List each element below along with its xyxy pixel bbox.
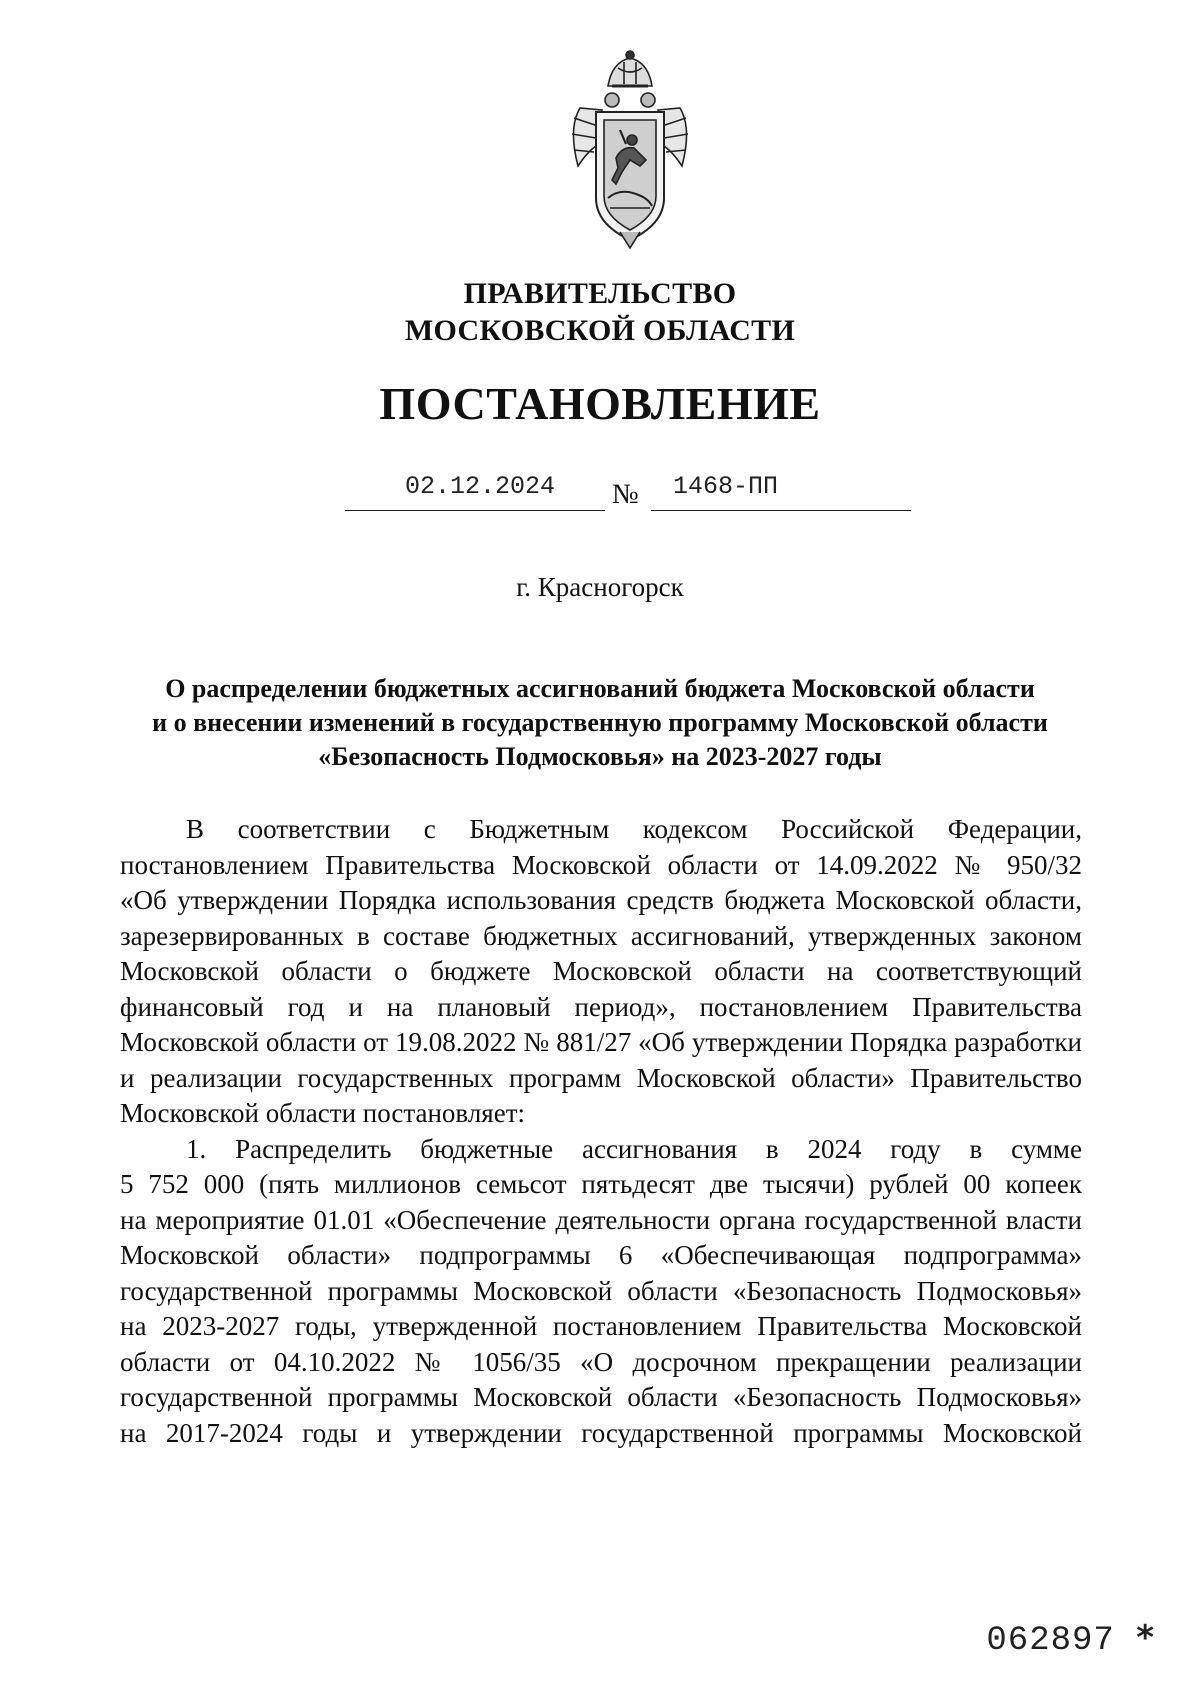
body-line: постановлением Правительства Московской области от 14.09.2022 № 950/32 (120, 849, 1082, 880)
number-sign: № (612, 479, 639, 510)
body-line: Московской области о бюджете Московской области на соответствующий (120, 956, 1082, 986)
title-line: «Безопасность Подмосковья» на 2023-2027 годы (318, 742, 882, 771)
number-value: 1468-ПП (673, 472, 779, 501)
government-name-line1: ПРАВИТЕЛЬСТВО (463, 277, 737, 310)
title-line: О распределении бюджетных ассигнований бюджета Московской области (165, 674, 1035, 703)
body-line: государственной программы Московской области «Безопасность Подмосковья» (120, 1275, 1082, 1306)
body-line: Московской области» подпрограммы 6 «Обеспечивающая подпрограмма» (120, 1240, 1082, 1270)
serial-star-mark: * (1136, 1618, 1155, 1658)
body-line: Московской области от 19.08.2022 № 881/27 «Об утверждении Порядка разработки (120, 1027, 1082, 1057)
body-line: зарезервированных в составе бюджетных ассигнований, утвержденных законом (120, 920, 1082, 951)
city-line: г. Красногорск (516, 572, 684, 602)
body-line: финансовый год и на плановый период», постановлением Правительства (120, 991, 1082, 1022)
body-line: «Об утверждении Порядка использования средств бюджета Московской области, (120, 885, 1082, 915)
body-line: и реализации государственных программ Московской области» Правительство (120, 1062, 1082, 1093)
date-value: 02.12.2024 (405, 472, 556, 501)
body-line: В соответствии с Бюджетным кодексом Российской Федерации, (186, 814, 1082, 844)
serial-number-value: 062897 (986, 1622, 1115, 1660)
body-line: Московской области постановляет: (120, 1098, 525, 1128)
body-line: 5 752 000 (пять миллионов семьсот пятьдесят две тысячи) рублей 00 копеек (120, 1169, 1082, 1199)
title-line: и о внесении изменений в государственную программу Московской области (152, 708, 1048, 737)
form-serial-number (986, 1618, 1155, 1661)
government-name-line2: МОСКОВСКОЙ ОБЛАСТИ (404, 314, 796, 347)
body-line: 1. Распределить бюджетные ассигнования в 2024 году в сумме (186, 1133, 1082, 1164)
document-title (110, 672, 1090, 774)
body-line: на мероприятие 01.01 «Обеспечение деятельности органа государственной власти (120, 1204, 1082, 1235)
coat-of-arms-emblem (560, 48, 700, 253)
body-line: области от 04.10.2022 № 1056/35 «О досрочном прекращении реализации (120, 1346, 1082, 1377)
document-type-heading: ПОСТАНОВЛЕНИЕ (379, 378, 821, 429)
body-line: государственной программы Московской области «Безопасность Подмосковья» (120, 1382, 1082, 1412)
date-field (345, 470, 605, 511)
number-field (651, 470, 911, 511)
body-line: на 2023-2027 годы, утвержденной постановлением Правительства Московской (120, 1311, 1082, 1341)
body-line: на 2017-2024 годы и утверждении государственной программы Московской (120, 1417, 1082, 1448)
document-body (120, 812, 1082, 1451)
